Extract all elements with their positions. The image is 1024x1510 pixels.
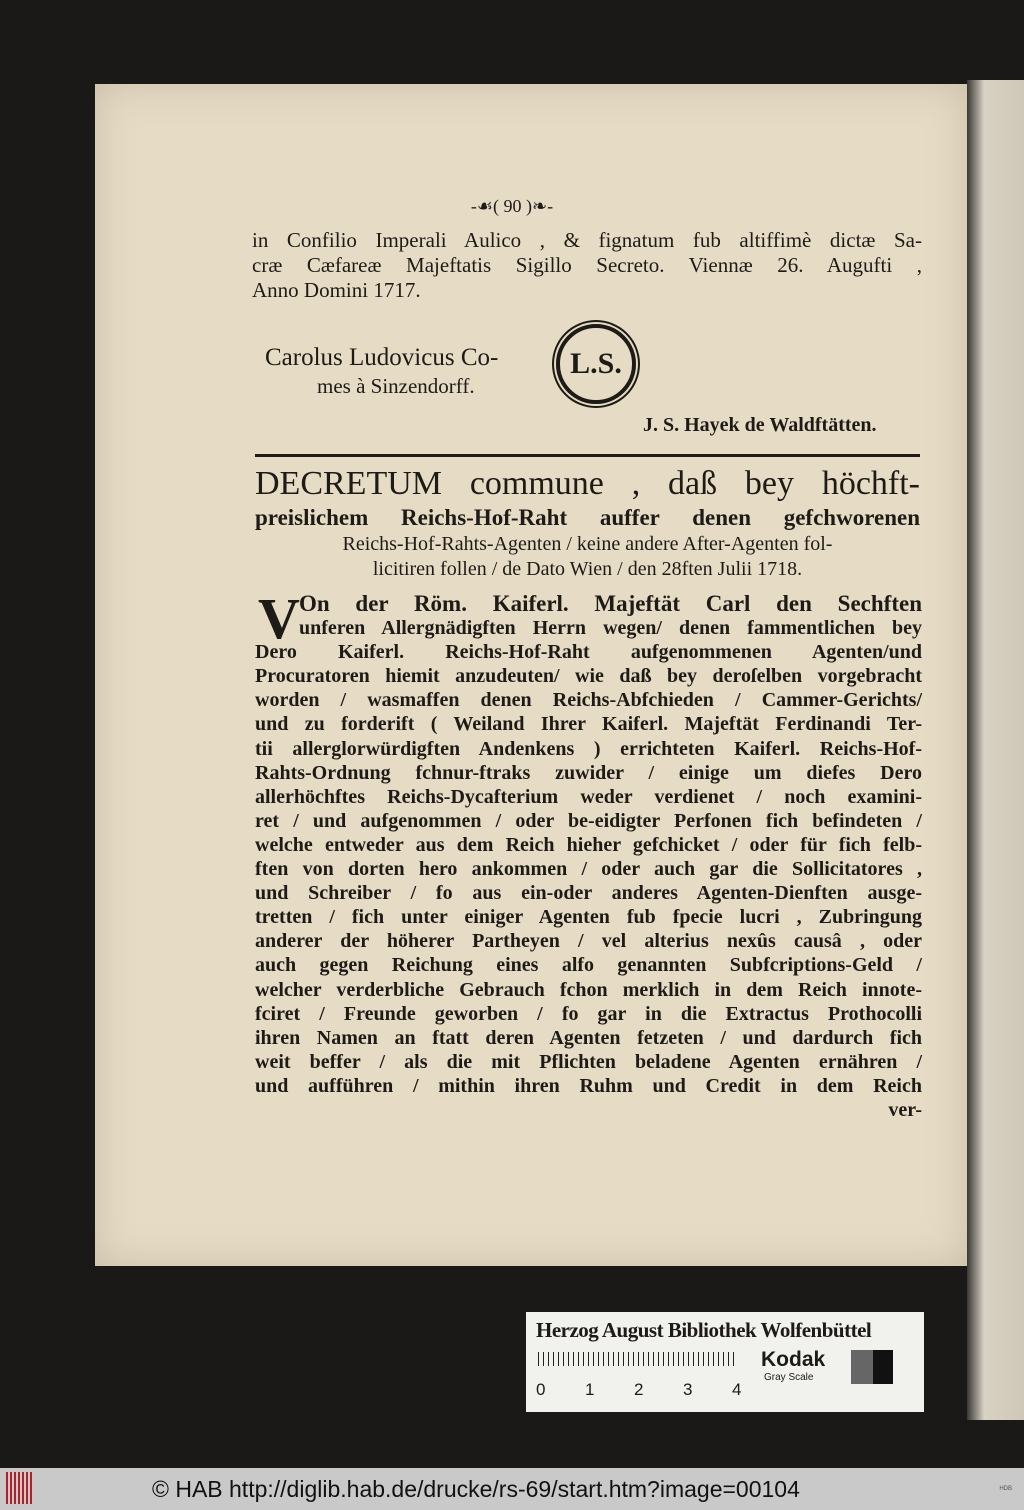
text-line: cræ Cæfareæ Majeftatis Sigillo Secreto. Viennæ 26. Augufti , [252, 253, 922, 277]
drop-cap: V [258, 586, 300, 651]
title-line: preislichem Reichs-Hof-Raht auffer denen gefchworenen [255, 505, 920, 530]
signature-sinzendorff [265, 344, 498, 400]
body-line: tretten / fich unter einiger Agenten fub fpecie lucri , Zubringung [255, 906, 922, 929]
body-line: unferen Allergnädigften Herrn wegen/ denen fammentlichen bey [299, 617, 922, 640]
body-line: allerhöchftes Reichs-Dycafterium weder verdienet / noch examini- [255, 785, 922, 808]
copyright-link[interactable]: © HAB http://diglib.hab.de/drucke/rs-69/start.htm?image=00104 [152, 1476, 800, 1502]
ruler-label: 3 [683, 1380, 693, 1399]
decree-body [255, 586, 922, 1122]
body-line: Dero Kaiferl. Reichs-Hof-Raht aufgenommenen Agenten/und [255, 641, 922, 664]
latin-closing-paragraph [252, 228, 922, 303]
ruler-label: 4 [732, 1380, 742, 1399]
gray-swatch [851, 1350, 893, 1384]
body-line: ret / und aufgenommen / oder be-eidigter Perfonen fich befindeten / [255, 809, 922, 832]
signature-line: mes à Sinzendorff. [317, 374, 475, 398]
body-line: On der Röm. Kaiferl. Majeftät Carl den Sechften [299, 591, 922, 616]
institution-name: Herzog August Bibliothek Wolfenbüttel [536, 1318, 872, 1342]
footer-mark: HDB [999, 1486, 1012, 1492]
text-line: in Confilio Imperali Aulico , & fignatum fub altiffimè dictæ Sa- [252, 228, 922, 252]
title-line: licitiren follen / de Dato Wien / den 28ften Julii 1718. [372, 558, 803, 580]
body-line: ihren Namen an ftatt deren Agenten fetzeten / und dardurch fich [255, 1026, 922, 1049]
hab-logo-icon [6, 1472, 34, 1504]
ruler-label: 1 [585, 1380, 595, 1399]
color-calibration-card [526, 1312, 924, 1412]
body-line: ver- [888, 1098, 922, 1121]
body-line: welche entweder aus dem Reich hieher gefchicket / oder für fich felb- [255, 833, 922, 856]
body-line: Procuratoren hiemit anzudeuten/ wie daß bey deroſelben vorgebracht [255, 665, 922, 688]
gray-scale-label: Gray Scale [764, 1372, 814, 1383]
signature-line: Carolus Ludovicus Co- [265, 344, 499, 371]
title-line: DECRETUM commune , daß bey höchft- [255, 465, 920, 502]
seal-stamp: L.S. [556, 324, 636, 404]
adjacent-page-edge [967, 80, 1024, 1420]
body-line: ften von dorten hero ankommen / oder auch gar die Sollicitatores , [255, 858, 922, 881]
signature-hayek: J. S. Hayek de Waldftätten. [643, 414, 877, 436]
text-line: Anno Domini 1717. [252, 278, 421, 302]
ruler-label: 2 [634, 1380, 644, 1399]
body-line: welcher verderbliche Gebrauch fchon merklich in dem Reich innote- [255, 978, 922, 1001]
body-line: weit beffer / als die mit Pflichten beladene Agenten ernähren / [255, 1050, 922, 1073]
ruler-label: 0 [536, 1380, 546, 1399]
body-line: auch gegen Reichung eines alfo genannten Subfcriptions-Geld / [255, 954, 922, 977]
body-line: und Schreiber / fo aus ein-oder anderes Agenten-Dienften ausge- [255, 882, 922, 905]
body-line: und zu forderift ( Weiland Ihrer Kaiferl. Majeftät Ferdinandi Ter- [255, 713, 922, 736]
body-line: Rahts-Ordnung fchnur-ftraks zuwider / einige um diefes Dero [255, 761, 922, 784]
body-line: tii allerglorwürdigften Andenkens ) errichteten Kaiferl. Reichs-Hof- [255, 737, 922, 760]
decree-title [255, 464, 920, 582]
page-number: -☙( 90 )❧- [470, 196, 554, 216]
title-line: Reichs-Hof-Rahts-Agenten / keine andere After-Agenten fol- [342, 533, 833, 555]
footer-bar [0, 1468, 1024, 1510]
body-line: anderer der höherer Parthеyen / vel alterius nexûs causâ , oder [255, 930, 922, 953]
body-line: und aufführen / mithin ihren Ruhm und Credit in dem Reich [255, 1074, 922, 1097]
body-line: worden / wasmaffen denen Reichs-Abfchieden / Cammer-Gerichts/ [255, 689, 922, 712]
divider-rule [255, 454, 920, 457]
ruler-scale [538, 1352, 736, 1366]
kodak-brand: Kodak [761, 1348, 826, 1371]
body-line: fciret / Freunde geworben / fo gar in die Extractus Prothocolli [255, 1002, 922, 1025]
